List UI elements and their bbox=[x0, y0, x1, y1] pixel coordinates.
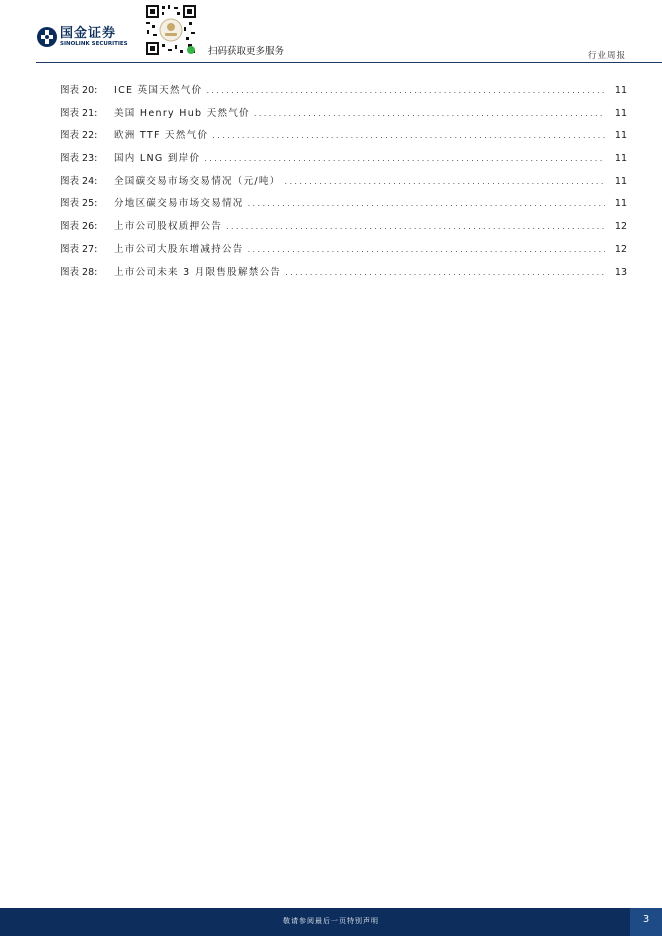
figure-index-page: 11 bbox=[614, 198, 627, 210]
figure-index-label: 图表 23: bbox=[60, 153, 98, 165]
dot-leader bbox=[285, 175, 605, 188]
figure-index-entry[interactable] bbox=[60, 197, 627, 220]
brand-logo-icon bbox=[36, 26, 58, 48]
figure-index-title: 全国碳交易市场交易情况（元/吨） bbox=[114, 175, 281, 187]
report-type-label: 行业周报 bbox=[587, 51, 626, 61]
brand-name-en: SINOLINK SECURITIES bbox=[60, 41, 128, 47]
figure-index-title-line bbox=[114, 220, 605, 233]
qr-code-icon[interactable] bbox=[144, 3, 198, 57]
dot-leader bbox=[248, 197, 605, 210]
footer-disclaimer: 敬请参阅最后一页特别声明 bbox=[283, 917, 379, 925]
page-header bbox=[0, 0, 662, 64]
figure-index-label: 图表 27: bbox=[60, 243, 98, 255]
dot-leader bbox=[285, 266, 605, 279]
figure-index-page: 12 bbox=[614, 243, 627, 255]
figure-index-entry[interactable] bbox=[60, 175, 627, 198]
figure-index-title: 上市公司未来 3 月限售股解禁公告 bbox=[114, 266, 282, 278]
figure-index-page: 11 bbox=[614, 175, 627, 187]
figure-index-label: 图表 25: bbox=[60, 198, 98, 210]
brand-name-cn: 国金证券 bbox=[60, 26, 117, 41]
figure-index-label: 图表 21: bbox=[60, 107, 98, 119]
page-footer bbox=[0, 908, 662, 936]
figure-index-title: 上市公司大股东增减持公告 bbox=[114, 243, 244, 255]
figure-index-title-line bbox=[114, 129, 605, 142]
figure-index-title-line bbox=[114, 107, 605, 120]
figure-index-label: 图表 26: bbox=[60, 221, 98, 233]
page-number-box bbox=[630, 908, 662, 936]
dot-leader bbox=[226, 220, 605, 233]
page-number: 3 bbox=[642, 914, 650, 925]
figure-index-page: 11 bbox=[614, 85, 627, 96]
figure-index-entry[interactable] bbox=[60, 243, 627, 266]
figure-index-entry[interactable] bbox=[60, 84, 627, 107]
figure-index-page: 11 bbox=[614, 107, 627, 119]
dot-leader bbox=[254, 107, 605, 120]
figure-index-title-line bbox=[114, 84, 605, 97]
figure-index-title: 上市公司股权质押公告 bbox=[114, 221, 223, 233]
figure-index-title: 分地区碳交易市场交易情况 bbox=[114, 198, 244, 210]
figure-index-page: 13 bbox=[614, 266, 627, 278]
figure-index-page: 11 bbox=[614, 153, 627, 165]
dot-leader bbox=[212, 129, 605, 142]
figure-index-title-line bbox=[114, 197, 605, 210]
figure-index-title-line bbox=[114, 266, 605, 279]
figure-index-page: 11 bbox=[614, 130, 627, 142]
figure-index-entry[interactable] bbox=[60, 266, 627, 289]
dot-leader bbox=[206, 84, 605, 97]
figure-index-list bbox=[60, 84, 627, 288]
figure-index-title: ICE 英国天然气价 bbox=[114, 85, 203, 96]
figure-index-label: 图表 24: bbox=[60, 175, 98, 187]
figure-index-label: 图表 20: bbox=[60, 85, 98, 96]
figure-index-title-line bbox=[114, 152, 605, 165]
figure-index-entry[interactable] bbox=[60, 129, 627, 152]
dot-leader bbox=[204, 152, 605, 165]
figure-index-title: 美国 Henry Hub 天然气价 bbox=[114, 107, 250, 119]
figure-index-title: 国内 LNG 到岸价 bbox=[114, 153, 201, 165]
figure-index-entry[interactable] bbox=[60, 152, 627, 175]
figure-index-entry[interactable] bbox=[60, 220, 627, 243]
brand-logo bbox=[36, 26, 136, 50]
figure-index-label: 图表 22: bbox=[60, 130, 98, 142]
figure-index-title-line bbox=[114, 243, 605, 256]
header-divider bbox=[36, 62, 662, 63]
figure-index-label: 图表 28: bbox=[60, 266, 98, 278]
figure-index-page: 12 bbox=[614, 221, 627, 233]
figure-index-title: 欧洲 TTF 天然气价 bbox=[114, 130, 209, 142]
figure-index-entry[interactable] bbox=[60, 107, 627, 130]
qr-caption: 扫码获取更多服务 bbox=[208, 46, 285, 57]
figure-index-title-line bbox=[114, 175, 605, 188]
dot-leader bbox=[248, 243, 605, 256]
